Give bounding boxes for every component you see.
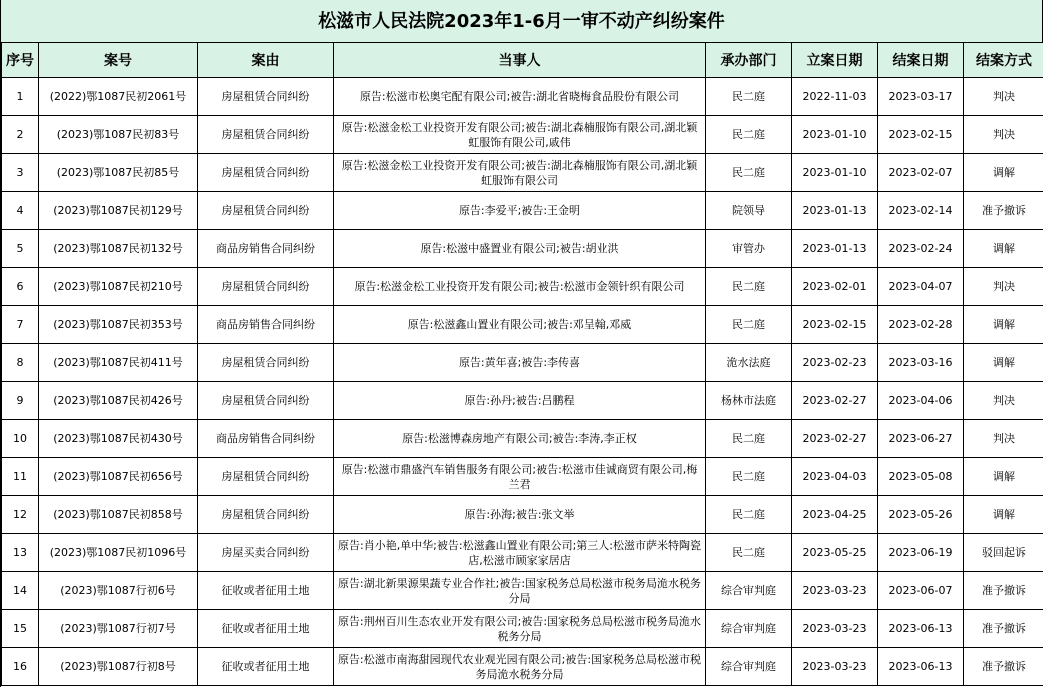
cell-parties[interactable]: 原告:李爱平;被告:王金明 xyxy=(334,192,706,230)
cell-department[interactable]: 洈水法庭 xyxy=(706,344,792,382)
cell-cause[interactable]: 征收或者征用土地 xyxy=(198,648,334,686)
cell-case-number[interactable]: (2022)鄂1087民初2061号 xyxy=(39,78,198,116)
cell-case-number[interactable]: (2023)鄂1087民初132号 xyxy=(39,230,198,268)
cell-filing-date[interactable]: 2023-03-23 xyxy=(792,648,878,686)
cell-cause[interactable]: 房屋租赁合同纠纷 xyxy=(198,78,334,116)
cell-closing-method[interactable]: 调解 xyxy=(964,458,1043,496)
col-header-parties[interactable]: 当事人 xyxy=(334,43,706,78)
cell-cause[interactable]: 商品房销售合同纠纷 xyxy=(198,230,334,268)
cell-cause[interactable]: 商品房销售合同纠纷 xyxy=(198,420,334,458)
cell-filing-date[interactable]: 2023-02-23 xyxy=(792,344,878,382)
cell-closing-date[interactable]: 2023-04-06 xyxy=(878,382,964,420)
cell-cause[interactable]: 房屋租赁合同纠纷 xyxy=(198,116,334,154)
cell-case-number[interactable]: (2023)鄂1087行初7号 xyxy=(39,610,198,648)
cell-filing-date[interactable]: 2023-05-25 xyxy=(792,534,878,572)
cell-closing-date[interactable]: 2023-05-26 xyxy=(878,496,964,534)
cell-parties[interactable]: 原告:湖北新果源果蔬专业合作社;被告:国家税务总局松滋市税务局洈水税务分局 xyxy=(334,572,706,610)
table-row xyxy=(2,572,1043,610)
cell-case-number[interactable]: (2023)鄂1087民初85号 xyxy=(39,154,198,192)
cell-closing-date[interactable]: 2023-06-07 xyxy=(878,572,964,610)
cell-filing-date[interactable]: 2023-03-23 xyxy=(792,610,878,648)
cell-closing-method[interactable]: 调解 xyxy=(964,230,1043,268)
cell-cause[interactable]: 房屋买卖合同纠纷 xyxy=(198,534,334,572)
col-header-filing-date[interactable]: 立案日期 xyxy=(792,43,878,78)
cell-closing-date[interactable]: 2023-02-28 xyxy=(878,306,964,344)
cell-filing-date[interactable]: 2023-04-25 xyxy=(792,496,878,534)
cell-closing-method[interactable]: 准予撤诉 xyxy=(964,192,1043,230)
cell-closing-date[interactable]: 2023-06-13 xyxy=(878,648,964,686)
table-row xyxy=(2,230,1043,268)
cell-closing-method[interactable]: 判决 xyxy=(964,420,1043,458)
table-row xyxy=(2,192,1043,230)
table-row xyxy=(2,78,1043,116)
cell-closing-date[interactable]: 2023-02-15 xyxy=(878,116,964,154)
cell-index[interactable]: 1 xyxy=(2,78,39,116)
cell-filing-date[interactable]: 2023-02-01 xyxy=(792,268,878,306)
cell-department[interactable]: 审管办 xyxy=(706,230,792,268)
cell-closing-method[interactable]: 判决 xyxy=(964,268,1043,306)
table-row xyxy=(2,534,1043,572)
cell-case-number[interactable]: (2023)鄂1087民初858号 xyxy=(39,496,198,534)
cell-parties[interactable]: 原告:黄年喜;被告:李传喜 xyxy=(334,344,706,382)
table-row xyxy=(2,306,1043,344)
cell-case-number[interactable]: (2023)鄂1087行初6号 xyxy=(39,572,198,610)
cell-closing-date[interactable]: 2023-05-08 xyxy=(878,458,964,496)
cell-closing-date[interactable]: 2023-06-19 xyxy=(878,534,964,572)
table-row xyxy=(2,382,1043,420)
cell-index[interactable]: 15 xyxy=(2,610,39,648)
cell-department[interactable]: 综合审判庭 xyxy=(706,610,792,648)
cell-cause[interactable]: 房屋租赁合同纠纷 xyxy=(198,154,334,192)
cell-closing-method[interactable]: 判决 xyxy=(964,382,1043,420)
cell-filing-date[interactable]: 2023-01-10 xyxy=(792,116,878,154)
cell-parties[interactable]: 原告:松滋博森房地产有限公司;被告:李涛,李正权 xyxy=(334,420,706,458)
col-header-case-number[interactable]: 案号 xyxy=(39,43,198,78)
table-row xyxy=(2,648,1043,686)
cell-index[interactable]: 9 xyxy=(2,382,39,420)
cell-department[interactable]: 民二庭 xyxy=(706,78,792,116)
cell-case-number[interactable]: (2023)鄂1087民初411号 xyxy=(39,344,198,382)
cell-filing-date[interactable]: 2023-01-10 xyxy=(792,154,878,192)
cell-case-number[interactable]: (2023)鄂1087民初129号 xyxy=(39,192,198,230)
table-body xyxy=(2,78,1043,686)
cell-cause[interactable]: 房屋租赁合同纠纷 xyxy=(198,382,334,420)
table-row xyxy=(2,154,1043,192)
cell-closing-method[interactable]: 准予撤诉 xyxy=(964,610,1043,648)
table-row xyxy=(2,116,1043,154)
cell-filing-date[interactable]: 2023-02-27 xyxy=(792,382,878,420)
cell-index[interactable]: 13 xyxy=(2,534,39,572)
cell-department[interactable]: 民二庭 xyxy=(706,420,792,458)
cell-closing-date[interactable]: 2023-02-07 xyxy=(878,154,964,192)
cell-case-number[interactable]: (2023)鄂1087民初1096号 xyxy=(39,534,198,572)
cell-index[interactable]: 7 xyxy=(2,306,39,344)
col-header-index[interactable]: 序号 xyxy=(2,43,39,78)
cell-filing-date[interactable]: 2023-04-03 xyxy=(792,458,878,496)
cell-closing-date[interactable]: 2023-04-07 xyxy=(878,268,964,306)
cell-cause[interactable]: 房屋租赁合同纠纷 xyxy=(198,268,334,306)
cell-department[interactable]: 杨林市法庭 xyxy=(706,382,792,420)
cell-case-number[interactable]: (2023)鄂1087民初210号 xyxy=(39,268,198,306)
cell-case-number[interactable]: (2023)鄂1087民初353号 xyxy=(39,306,198,344)
cell-closing-date[interactable]: 2023-06-27 xyxy=(878,420,964,458)
table-row xyxy=(2,420,1043,458)
cell-closing-method[interactable]: 调解 xyxy=(964,306,1043,344)
cell-department[interactable]: 综合审判庭 xyxy=(706,648,792,686)
cell-index[interactable]: 6 xyxy=(2,268,39,306)
cell-cause[interactable]: 征收或者征用土地 xyxy=(198,572,334,610)
table-row xyxy=(2,610,1043,648)
cell-case-number[interactable]: (2023)鄂1087民初430号 xyxy=(39,420,198,458)
cell-parties[interactable]: 原告:松滋金松工业投资开发有限公司;被告:湖北森楠服饰有限公司,湖北颖虹服饰有限公司,戚伟 xyxy=(334,116,706,154)
cell-department[interactable]: 民二庭 xyxy=(706,458,792,496)
cell-index[interactable]: 10 xyxy=(2,420,39,458)
cell-closing-method[interactable]: 调解 xyxy=(964,154,1043,192)
cell-case-number[interactable]: (2023)鄂1087民初426号 xyxy=(39,382,198,420)
cell-department[interactable]: 综合审判庭 xyxy=(706,572,792,610)
cell-filing-date[interactable]: 2023-03-23 xyxy=(792,572,878,610)
table-row xyxy=(2,458,1043,496)
cell-parties[interactable]: 原告:肖小艳,单中华;被告:松滋鑫山置业有限公司;第三人:松滋市萨米特陶瓷店,松滋市顾家家居店 xyxy=(334,534,706,572)
cell-cause[interactable]: 房屋租赁合同纠纷 xyxy=(198,496,334,534)
cell-department[interactable]: 民二庭 xyxy=(706,496,792,534)
cell-cause[interactable]: 房屋租赁合同纠纷 xyxy=(198,344,334,382)
cell-closing-date[interactable]: 2023-03-16 xyxy=(878,344,964,382)
cases-table xyxy=(1,43,1043,686)
cell-closing-method[interactable]: 驳回起诉 xyxy=(964,534,1043,572)
cell-department[interactable]: 民二庭 xyxy=(706,268,792,306)
cell-filing-date[interactable]: 2023-01-13 xyxy=(792,192,878,230)
cell-parties[interactable]: 原告:松滋金松工业投资开发有限公司;被告:松滋市金领针织有限公司 xyxy=(334,268,706,306)
cell-parties[interactable]: 原告:松滋市松奥宅配有限公司;被告:湖北省晓梅食品股份有限公司 xyxy=(334,78,706,116)
cell-parties[interactable]: 原告:松滋中盛置业有限公司;被告:胡业洪 xyxy=(334,230,706,268)
cell-filing-date[interactable]: 2023-01-13 xyxy=(792,230,878,268)
cell-closing-method[interactable]: 判决 xyxy=(964,78,1043,116)
cell-index[interactable]: 11 xyxy=(2,458,39,496)
cell-cause[interactable]: 房屋租赁合同纠纷 xyxy=(198,192,334,230)
cell-cause[interactable]: 房屋租赁合同纠纷 xyxy=(198,458,334,496)
cell-case-number[interactable]: (2023)鄂1087民初83号 xyxy=(39,116,198,154)
sheet-title: 松滋市人民法院2023年1-6月一审不动产纠纷案件 xyxy=(1,0,1043,43)
header-row xyxy=(2,43,1043,78)
cell-parties[interactable]: 原告:荆州百川生态农业开发有限公司;被告:国家税务总局松滋市税务局洈水税务分局 xyxy=(334,610,706,648)
cell-department[interactable]: 院领导 xyxy=(706,192,792,230)
cell-parties[interactable]: 原告:松滋市鼎盛汽车销售服务有限公司;被告:松滋市佳诚商贸有限公司,梅兰君 xyxy=(334,458,706,496)
cell-index[interactable]: 3 xyxy=(2,154,39,192)
cell-filing-date[interactable]: 2023-02-15 xyxy=(792,306,878,344)
cell-closing-date[interactable]: 2023-02-14 xyxy=(878,192,964,230)
cell-closing-method[interactable]: 判决 xyxy=(964,116,1043,154)
cell-closing-method[interactable]: 调解 xyxy=(964,496,1043,534)
cell-parties[interactable]: 原告:孙海;被告:张文举 xyxy=(334,496,706,534)
cell-index[interactable]: 12 xyxy=(2,496,39,534)
col-header-department[interactable]: 承办部门 xyxy=(706,43,792,78)
cell-index[interactable]: 14 xyxy=(2,572,39,610)
table-row xyxy=(2,496,1043,534)
cell-department[interactable]: 民二庭 xyxy=(706,154,792,192)
cell-index[interactable]: 4 xyxy=(2,192,39,230)
cell-case-number[interactable]: (2023)鄂1087行初8号 xyxy=(39,648,198,686)
cell-closing-method[interactable]: 准予撤诉 xyxy=(964,572,1043,610)
cell-parties[interactable]: 原告:松滋市南海甜园现代农业观光园有限公司;被告:国家税务总局松滋市税务局洈水税务分局 xyxy=(334,648,706,686)
table-row xyxy=(2,344,1043,382)
cell-parties[interactable]: 原告:孙丹;被告:吕鹏程 xyxy=(334,382,706,420)
table-row xyxy=(2,268,1043,306)
col-header-closing-method[interactable]: 结案方式 xyxy=(964,43,1043,78)
cell-department[interactable]: 民二庭 xyxy=(706,534,792,572)
cell-parties[interactable]: 原告:松滋鑫山置业有限公司;被告:邓呈翰,邓威 xyxy=(334,306,706,344)
cell-index[interactable]: 2 xyxy=(2,116,39,154)
cell-index[interactable]: 16 xyxy=(2,648,39,686)
cell-case-number[interactable]: (2023)鄂1087民初656号 xyxy=(39,458,198,496)
cell-index[interactable]: 5 xyxy=(2,230,39,268)
cell-cause[interactable]: 征收或者征用土地 xyxy=(198,610,334,648)
cell-filing-date[interactable]: 2023-02-27 xyxy=(792,420,878,458)
cell-closing-method[interactable]: 准予撤诉 xyxy=(964,648,1043,686)
cell-department[interactable]: 民二庭 xyxy=(706,306,792,344)
col-header-cause[interactable]: 案由 xyxy=(198,43,334,78)
cell-filing-date[interactable]: 2022-11-03 xyxy=(792,78,878,116)
cell-department[interactable]: 民二庭 xyxy=(706,116,792,154)
cell-cause[interactable]: 商品房销售合同纠纷 xyxy=(198,306,334,344)
cell-closing-date[interactable]: 2023-03-17 xyxy=(878,78,964,116)
col-header-closing-date[interactable]: 结案日期 xyxy=(878,43,964,78)
cell-closing-date[interactable]: 2023-06-13 xyxy=(878,610,964,648)
cell-closing-method[interactable]: 调解 xyxy=(964,344,1043,382)
cell-closing-date[interactable]: 2023-02-24 xyxy=(878,230,964,268)
cell-index[interactable]: 8 xyxy=(2,344,39,382)
cell-parties[interactable]: 原告:松滋金松工业投资开发有限公司;被告:湖北森楠服饰有限公司,湖北颖虹服饰有限公司 xyxy=(334,154,706,192)
